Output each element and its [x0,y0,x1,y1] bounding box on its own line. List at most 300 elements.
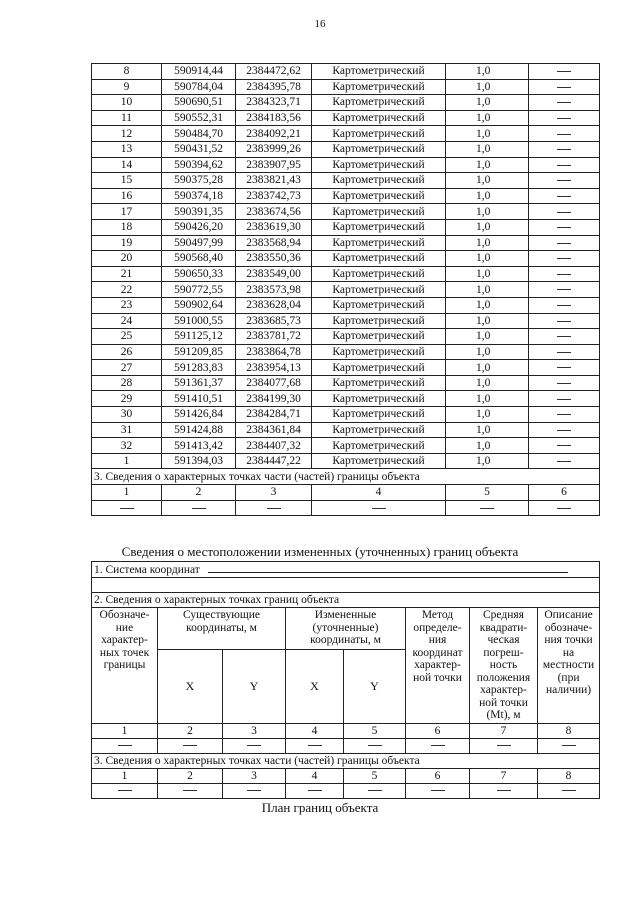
empty-value-cell [92,500,162,516]
column-number: 8 [538,723,600,738]
header-existing-x: X [158,649,223,723]
mean-error-cell: 1,0 [446,141,529,157]
dash-mark [557,118,571,119]
dash-mark [183,790,197,791]
column-number: 3 [236,485,312,501]
plan-title: План границ объекта [261,800,379,815]
table-row [92,407,600,423]
blank-row [92,578,600,593]
dash-mark [183,745,197,746]
column-number: 3 [223,768,286,783]
method-cell: Картометрический [312,422,446,438]
mean-error-cell: 1,0 [446,64,529,80]
column-number: 1 [92,723,158,738]
empty-value-cell [92,738,158,753]
empty-value-cell [529,110,600,126]
point-number-cell: 9 [92,79,162,95]
column-number: 5 [344,723,406,738]
coord-system-row [92,562,600,578]
method-cell: Картометрический [312,235,446,251]
mean-error-cell: 1,0 [446,391,529,407]
y-coordinate-cell: 2383568,94 [236,235,312,251]
table-row [92,79,600,95]
empty-value-cell [529,219,600,235]
dash-row-2 [92,783,600,798]
table-row [92,126,600,142]
point-number-cell: 16 [92,188,162,204]
column-number: 4 [286,768,344,783]
table-row [92,282,600,298]
column-number: 4 [312,485,446,501]
column-number: 8 [538,768,600,783]
method-cell: Картометрический [312,251,446,267]
dash-mark [557,258,571,259]
y-coordinate-cell: 2383674,56 [236,204,312,220]
x-coordinate-cell: 591000,55 [162,313,236,329]
empty-value-cell [529,297,600,313]
dash-mark [557,445,571,446]
dash-mark [120,508,134,509]
y-coordinate-cell: 2384361,84 [236,422,312,438]
method-cell: Картометрический [312,329,446,345]
x-coordinate-cell: 590690,51 [162,95,236,111]
dash-mark [247,745,261,746]
point-number-cell: 21 [92,266,162,282]
method-cell: Картометрический [312,313,446,329]
empty-value-cell [162,500,236,516]
y-coordinate-cell: 2383821,43 [236,173,312,189]
empty-value-cell [344,738,406,753]
table-row [92,157,600,173]
mean-error-cell: 1,0 [446,453,529,469]
dash-mark [497,745,511,746]
point-number-cell: 17 [92,204,162,220]
empty-value-cell [158,738,223,753]
empty-value-cell [538,783,600,798]
x-coordinate-cell: 590772,55 [162,282,236,298]
dash-mark [562,790,576,791]
table-row [92,188,600,204]
y-coordinate-cell: 2383685,73 [236,313,312,329]
table-row [92,329,600,345]
column-number: 1 [92,768,158,783]
y-coordinate-cell: 2383550,36 [236,251,312,267]
y-coordinate-cell: 2384395,78 [236,79,312,95]
empty-value-cell [286,738,344,753]
empty-value-cell [286,783,344,798]
empty-value-cell [529,64,600,80]
dash-mark [118,790,132,791]
table-row [92,64,600,80]
point-number-cell: 1 [92,453,162,469]
point-number-cell: 28 [92,375,162,391]
empty-value-cell [529,126,600,142]
y-coordinate-cell: 2383619,30 [236,219,312,235]
x-coordinate-cell: 590431,52 [162,141,236,157]
dash-mark [562,745,576,746]
table-row [92,360,600,376]
point-number-cell: 27 [92,360,162,376]
dash-mark [557,165,571,166]
mean-error-cell: 1,0 [446,110,529,126]
mean-error-cell: 1,0 [446,344,529,360]
column-number: 6 [406,768,470,783]
point-number-cell: 26 [92,344,162,360]
column-number: 4 [286,723,344,738]
method-cell: Картометрический [312,282,446,298]
point-number-cell: 31 [92,422,162,438]
empty-value-cell [529,95,600,111]
method-cell: Картометрический [312,188,446,204]
dash-mark [557,102,571,103]
empty-value-cell [236,500,312,516]
characteristic-points-table [91,63,600,516]
empty-value-cell [312,500,446,516]
dash-mark [557,180,571,181]
empty-value-cell [406,783,470,798]
x-coordinate-cell: 591410,51 [162,391,236,407]
x-coordinate-cell: 590374,18 [162,188,236,204]
point-number-cell: 13 [92,141,162,157]
empty-value-cell [529,173,600,189]
dash-mark [557,305,571,306]
table-row [92,95,600,111]
dash-mark [557,289,571,290]
column-number: 3 [223,723,286,738]
x-coordinate-cell: 590375,28 [162,173,236,189]
header-description: Описание обозначе- ния точки на местности (при наличии) [538,608,600,724]
method-cell: Картометрический [312,110,446,126]
mean-error-cell: 1,0 [446,79,529,95]
table-row [92,438,600,454]
table-row [92,453,600,469]
y-coordinate-cell: 2384407,32 [236,438,312,454]
y-coordinate-cell: 2384447,22 [236,453,312,469]
x-coordinate-cell: 590552,31 [162,110,236,126]
x-coordinate-cell: 590784,04 [162,79,236,95]
empty-value-cell [529,344,600,360]
empty-value-cell [529,266,600,282]
dash-mark [557,352,571,353]
table-row [92,251,600,267]
changed-boundaries-title: Сведения о местоположении измененных (уточненных) границ объекта [121,544,519,559]
dash-mark [557,71,571,72]
mean-error-cell: 1,0 [446,266,529,282]
empty-value-cell [446,500,529,516]
dash-row [92,738,600,753]
point-number-cell: 12 [92,126,162,142]
header-method: Метод определе- ния координат характер- ной точки [406,608,470,724]
header-existing-coords: Существующие координаты, м [158,608,286,650]
method-cell: Картометрический [312,219,446,235]
method-cell: Картометрический [312,64,446,80]
y-coordinate-cell: 2384092,21 [236,126,312,142]
dash-mark [368,745,382,746]
method-cell: Картометрический [312,375,446,391]
point-number-cell: 22 [92,282,162,298]
dash-mark [431,790,445,791]
mean-error-cell: 1,0 [446,204,529,220]
method-cell: Картометрический [312,297,446,313]
mean-error-cell: 1,0 [446,188,529,204]
dash-mark [557,212,571,213]
table-row [92,297,600,313]
table-row [92,266,600,282]
method-cell: Картометрический [312,344,446,360]
point-number-cell: 10 [92,95,162,111]
mean-error-cell: 1,0 [446,422,529,438]
point-number-cell: 18 [92,219,162,235]
method-cell: Картометрический [312,173,446,189]
y-coordinate-cell: 2383742,73 [236,188,312,204]
method-cell: Картометрический [312,204,446,220]
dash-mark [557,149,571,150]
point-number-cell: 32 [92,438,162,454]
point-number-cell: 24 [92,313,162,329]
method-cell: Картометрический [312,141,446,157]
mean-error-cell: 1,0 [446,219,529,235]
section2-title: 2. Сведения о характерных точках границ объекта [92,593,600,608]
empty-value-cell [529,282,600,298]
empty-value-cell [158,783,223,798]
y-coordinate-cell: 2384199,30 [236,391,312,407]
y-coordinate-cell: 2383573,98 [236,282,312,298]
mean-error-cell: 1,0 [446,126,529,142]
mean-error-cell: 1,0 [446,95,529,111]
x-coordinate-cell: 591394,03 [162,453,236,469]
y-coordinate-cell: 2383999,26 [236,141,312,157]
table-row [92,235,600,251]
table-row [92,219,600,235]
point-number-cell: 30 [92,407,162,423]
x-coordinate-cell: 591426,84 [162,407,236,423]
section3-title-2: 3. Сведения о характерных точках части (частей) границы объекта [92,753,600,768]
table-row [92,141,600,157]
header-changed-y: Y [344,649,406,723]
table-row [92,344,600,360]
mean-error-cell: 1,0 [446,375,529,391]
empty-value-cell [529,329,600,345]
point-number-cell: 20 [92,251,162,267]
empty-value-cell [529,79,600,95]
dash-mark [247,790,261,791]
dash-mark [308,790,322,791]
mean-error-cell: 1,0 [446,251,529,267]
dash-mark [557,196,571,197]
column-number-row [92,485,600,501]
coord-system-field [208,562,568,573]
empty-value-cell [470,738,538,753]
dash-mark [557,399,571,400]
dash-mark [267,508,281,509]
point-number-cell: 8 [92,64,162,80]
empty-value-cell [223,783,286,798]
x-coordinate-cell: 590484,70 [162,126,236,142]
method-cell: Картометрический [312,266,446,282]
empty-value-cell [529,438,600,454]
x-coordinate-cell: 590914,44 [162,64,236,80]
table-row [92,313,600,329]
y-coordinate-cell: 2383549,00 [236,266,312,282]
point-number-cell: 23 [92,297,162,313]
header-changed-x: X [286,649,344,723]
empty-value-cell [529,313,600,329]
column-number-row-2 [92,768,600,783]
point-number-cell: 11 [92,110,162,126]
x-coordinate-cell: 590426,20 [162,219,236,235]
changed-boundaries-table [91,561,600,799]
table-row [92,375,600,391]
header-changed-coords: Измененные (уточненные) координаты, м [286,608,406,650]
empty-value-cell [529,407,600,423]
table-row [92,422,600,438]
empty-value-cell [92,783,158,798]
empty-value-cell [470,783,538,798]
method-cell: Картометрический [312,407,446,423]
y-coordinate-cell: 2384284,71 [236,407,312,423]
dash-mark [557,243,571,244]
y-coordinate-cell: 2384077,68 [236,375,312,391]
column-number: 1 [92,485,162,501]
dash-mark [557,430,571,431]
empty-value-cell [529,500,600,516]
y-coordinate-cell: 2383954,13 [236,360,312,376]
method-cell: Картометрический [312,126,446,142]
column-number: 7 [470,768,538,783]
dash-mark [118,745,132,746]
dash-mark [480,508,494,509]
dash-mark [557,414,571,415]
column-number: 2 [158,768,223,783]
x-coordinate-cell: 591424,88 [162,422,236,438]
x-coordinate-cell: 591413,42 [162,438,236,454]
header-mean-error: Средняя квадрати- ческая погреш- ность положения характер- ной точки (Mt), м [470,608,538,724]
column-number: 7 [470,723,538,738]
mean-error-cell: 1,0 [446,173,529,189]
dash-row [92,500,600,516]
method-cell: Картометрический [312,95,446,111]
mean-error-cell: 1,0 [446,297,529,313]
x-coordinate-cell: 590568,40 [162,251,236,267]
mean-error-cell: 1,0 [446,329,529,345]
empty-value-cell [223,738,286,753]
dash-mark [372,508,386,509]
dash-mark [368,790,382,791]
dash-mark [557,383,571,384]
dash-mark [192,508,206,509]
x-coordinate-cell: 590902,64 [162,297,236,313]
header-existing-y: Y [223,649,286,723]
y-coordinate-cell: 2383864,78 [236,344,312,360]
empty-value-cell [529,188,600,204]
method-cell: Картометрический [312,157,446,173]
dash-mark [557,227,571,228]
x-coordinate-cell: 590497,99 [162,235,236,251]
dash-mark [557,367,571,368]
x-coordinate-cell: 590394,62 [162,157,236,173]
method-cell: Картометрический [312,391,446,407]
x-coordinate-cell: 591125,12 [162,329,236,345]
dash-mark [431,745,445,746]
dash-mark [557,336,571,337]
section3-title: 3. Сведения о характерных точках части (частей) границы объекта [92,469,600,485]
x-coordinate-cell: 591283,83 [162,360,236,376]
column-number: 5 [344,768,406,783]
dash-mark [557,87,571,88]
empty-value-cell [529,453,600,469]
empty-value-cell [538,738,600,753]
dash-mark [557,461,571,462]
column-number: 5 [446,485,529,501]
point-number-cell: 14 [92,157,162,173]
empty-value-cell [529,235,600,251]
method-cell: Картометрический [312,453,446,469]
table-row [92,110,600,126]
empty-value-cell [406,738,470,753]
x-coordinate-cell: 590391,35 [162,204,236,220]
point-number-cell: 29 [92,391,162,407]
point-number-cell: 25 [92,329,162,345]
mean-error-cell: 1,0 [446,438,529,454]
x-coordinate-cell: 590650,33 [162,266,236,282]
dash-mark [557,274,571,275]
column-number: 2 [162,485,236,501]
dash-mark [557,134,571,135]
y-coordinate-cell: 2384183,56 [236,110,312,126]
column-number: 6 [529,485,600,501]
y-coordinate-cell: 2383781,72 [236,329,312,345]
page-number: 16 [314,18,326,30]
dash-mark [308,745,322,746]
point-number-cell: 15 [92,173,162,189]
y-coordinate-cell: 2384472,62 [236,64,312,80]
dash-mark [497,790,511,791]
mean-error-cell: 1,0 [446,157,529,173]
y-coordinate-cell: 2383907,95 [236,157,312,173]
empty-value-cell [529,141,600,157]
mean-error-cell: 1,0 [446,313,529,329]
empty-value-cell [529,157,600,173]
table-row [92,204,600,220]
dash-mark [557,321,571,322]
method-cell: Картометрический [312,438,446,454]
x-coordinate-cell: 591361,37 [162,375,236,391]
dash-mark [557,508,571,509]
empty-value-cell [529,360,600,376]
table-row [92,391,600,407]
empty-value-cell [529,375,600,391]
coord-system-label: 1. Система координат [94,564,200,576]
empty-value-cell [529,251,600,267]
header-point-designation: Обозначе- ние характер- ных точек границы [92,608,158,724]
empty-value-cell [529,204,600,220]
mean-error-cell: 1,0 [446,235,529,251]
point-number-cell: 19 [92,235,162,251]
mean-error-cell: 1,0 [446,282,529,298]
empty-value-cell [529,422,600,438]
empty-value-cell [344,783,406,798]
y-coordinate-cell: 2384323,71 [236,95,312,111]
column-number: 2 [158,723,223,738]
method-cell: Картометрический [312,360,446,376]
mean-error-cell: 1,0 [446,360,529,376]
table-row [92,173,600,189]
column-number: 6 [406,723,470,738]
mean-error-cell: 1,0 [446,407,529,423]
method-cell: Картометрический [312,79,446,95]
y-coordinate-cell: 2383628,04 [236,297,312,313]
x-coordinate-cell: 591209,85 [162,344,236,360]
